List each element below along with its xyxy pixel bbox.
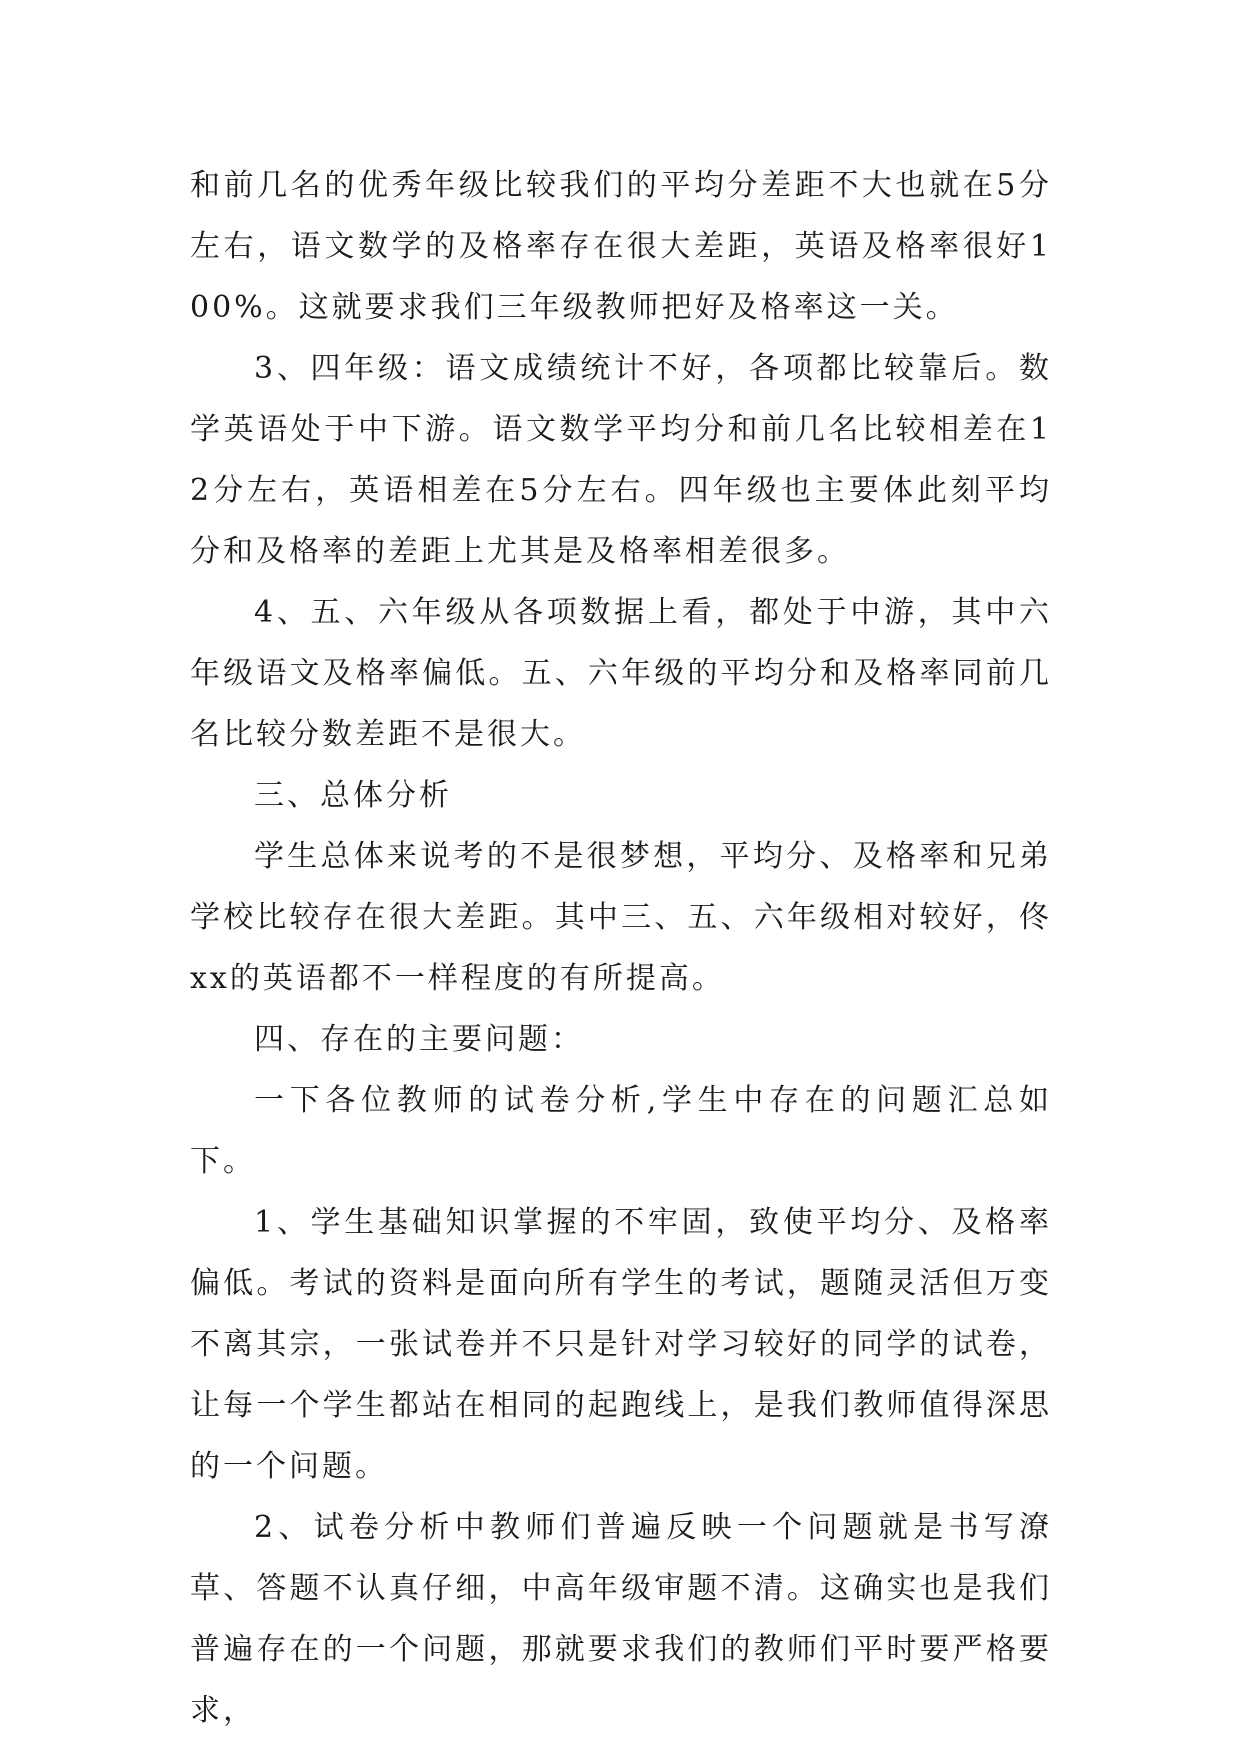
heading-main-problems: 四、存在的主要问题： [254,1022,584,1057]
paragraph-problem-one: 1、学生基础知识掌握的不牢固，致使平均分、及格率偏低。考试的资料是面向所有学生的考试，题随灵活但万变不离其宗，一张试卷并不只是针对学习较好的同学的试卷，让每一个学生都站在相同的起跑线上，是我们教师值得深思的一个问题。 [190,1205,1052,1484]
paragraph-grade-three-continued: 和前几名的优秀年级比较我们的平均分差距不大也就在5分左右，语文数学的及格率存在很大差距，英语及格率很好100%。这就要求我们三年级教师把好及格率这一关。 [190,168,1052,325]
paragraph-problem-two: 2、试卷分析中教师们普遍反映一个问题就是书写潦草、答题不认真仔细，中高年级审题不清。这确实也是我们普遍存在的一个问题，那就要求我们的教师们平时要严格要求， [190,1510,1052,1728]
document-page [190,155,1052,1741]
heading-overall-analysis: 三、总体分析 [254,778,452,813]
paragraph-overall-analysis: 学生总体来说考的不是很梦想，平均分、及格率和兄弟学校比较存在很大差距。其中三、五、六年级相对较好，佟xx的英语都不一样程度的有所提高。 [190,839,1052,996]
paragraph-grade-five-six: 4、五、六年级从各项数据上看，都处于中游，其中六年级语文及格率偏低。五、六年级的平均分和及格率同前几名比较分数差距不是很大。 [190,595,1052,752]
paragraph-grade-four: 3、四年级：语文成绩统计不好，各项都比较靠后。数学英语处于中下游。语文数学平均分和前几名比较相差在12分左右，英语相差在5分左右。四年级也主要体此刻平均分和及格率的差距上尤其是及格率相差很多。 [190,351,1052,569]
paragraph-problems-intro: 一下各位教师的试卷分析,学生中存在的问题汇总如下。 [190,1083,1052,1179]
